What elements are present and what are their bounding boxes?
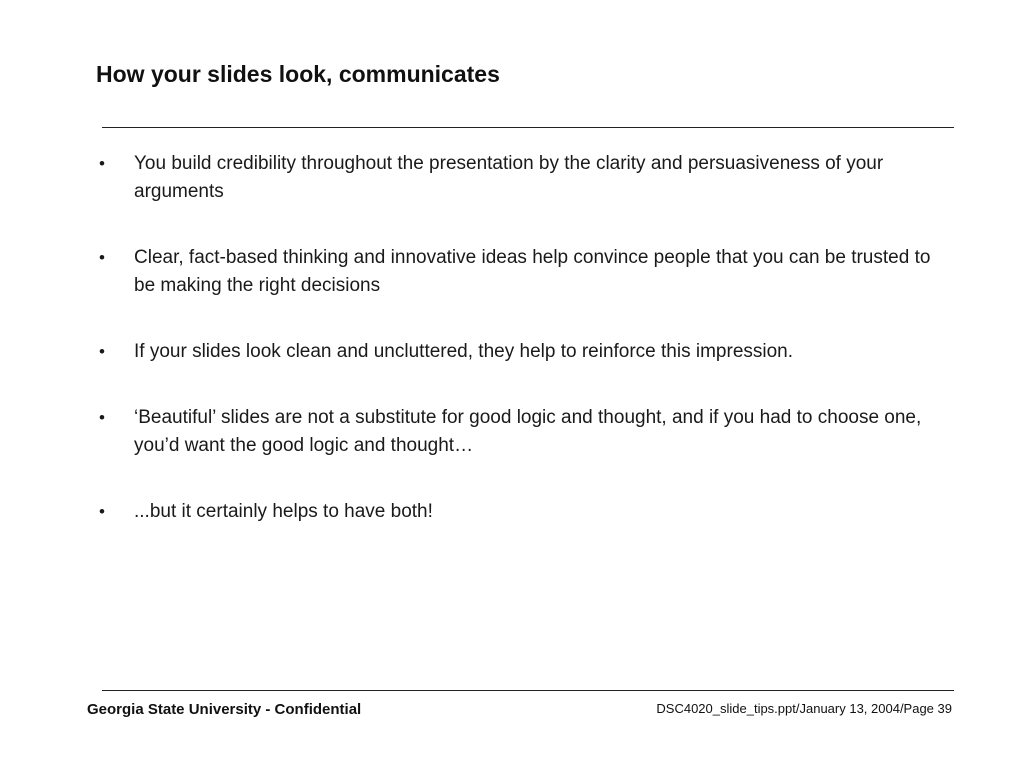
bullet-list: [96, 150, 936, 564]
bullet-text: Clear, fact-based thinking and innovative ideas help convince people that you can be trusted to be making the right decisions: [134, 247, 931, 296]
bullet-marker: •: [99, 502, 105, 521]
bullet-marker: •: [99, 342, 105, 361]
bullet-item: [96, 498, 936, 526]
bullet-item: [96, 244, 936, 300]
bullet-item: [96, 404, 936, 460]
bullet-marker: •: [99, 408, 105, 427]
footer-organization: Georgia State University - Confidential: [87, 701, 362, 718]
bullet-item: [96, 338, 936, 366]
slide-title: How your slides look, communicates: [96, 61, 500, 87]
bullet-item: [96, 150, 936, 206]
footer-file-info: DSC4020_slide_tips.ppt/January 13, 2004/Page 39: [656, 701, 952, 716]
bullet-text: You build credibility throughout the presentation by the clarity and persuasiveness of your arguments: [134, 153, 884, 202]
title-divider: [102, 127, 954, 128]
bullet-text: If your slides look clean and uncluttered, they help to reinforce this impression.: [134, 341, 794, 362]
bullet-marker: •: [99, 154, 105, 173]
bullet-text: ...but it certainly helps to have both!: [134, 501, 433, 522]
footer-divider: [102, 690, 954, 691]
bullet-text: ‘Beautiful’ slides are not a substitute for good logic and thought, and if you had to choose one, you’d want the good logic and thought…: [134, 407, 922, 456]
bullet-marker: •: [99, 248, 105, 267]
